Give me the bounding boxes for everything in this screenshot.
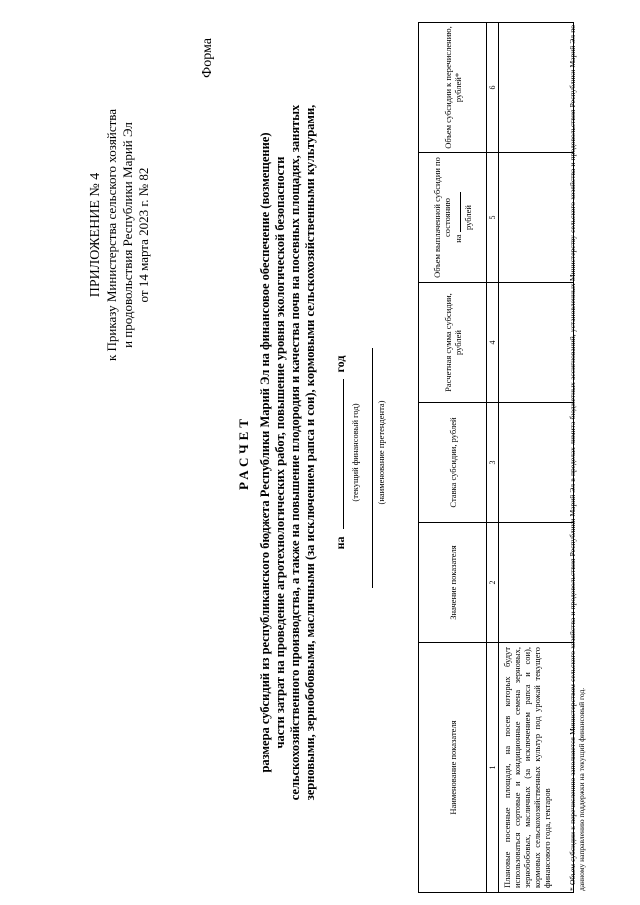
- title-line-2: части затрат на проведение агротехнологических работ, повышение уровня экологической безопасности: [273, 156, 287, 749]
- col-number-6: 6: [487, 23, 499, 153]
- year-field[interactable]: [333, 379, 344, 529]
- col-number-1: 1: [487, 643, 499, 893]
- col-header-paid-on: на: [453, 234, 463, 243]
- col-header-calc-sum: Расчетная сумма субсидии, рублей: [419, 283, 487, 403]
- row-to-transfer-cell[interactable]: [499, 23, 574, 153]
- document-title: [258, 26, 318, 879]
- appendix-block: [88, 70, 152, 400]
- year-hint: (текущий финансовый год): [350, 403, 360, 502]
- appendix-line-2: и продовольствия Республики Марий Эл: [120, 122, 135, 348]
- col-header-to-transfer: Объем субсидии к перечислению, рублей*: [419, 23, 487, 153]
- table-row: [499, 23, 574, 893]
- document-heading: РАСЧЕТ: [236, 415, 251, 490]
- col-header-paid-text: Объем выплаченной субсидии по состоянию: [432, 157, 452, 278]
- appendix-line-1: к Приказу Министерства сельского хозяйства: [104, 108, 119, 362]
- col-header-value: Значение показателя: [419, 523, 487, 643]
- title-line-3: сельскохозяйственного производства, а также на повышение плодородия и качества почв на посевных площадях, занятых: [288, 104, 302, 801]
- col-header-paid: [419, 153, 487, 283]
- calculation-table: [418, 22, 574, 893]
- form-label: Форма: [200, 38, 215, 78]
- col-header-rate: Ставка субсидии, рублей: [419, 403, 487, 523]
- col-number-4: 4: [487, 283, 499, 403]
- year-suffix: год: [333, 355, 347, 373]
- recipient-field[interactable]: [372, 348, 373, 588]
- appendix-title: ПРИЛОЖЕНИЕ № 4: [88, 172, 103, 298]
- col-number-2: 2: [487, 523, 499, 643]
- footnote: * Объем субсидии к перечислению заполняется Министерством сельского хозяйства и продовольствия Республики Марий Эл в пределах лимита бюджетных ассигнований, установленных Министерству сельского хозяйства и продовольствия Республики Марий Эл по данному направлению поддержки на текущий финансовый год.: [568, 25, 586, 891]
- row-paid-cell[interactable]: [499, 153, 574, 283]
- row-value-cell[interactable]: [499, 523, 574, 643]
- row-rate-cell[interactable]: [499, 403, 574, 523]
- title-line-1: размера субсидий из республиканского бюджета Республики Марий Эл на финансовое обеспечение (возмещение): [258, 132, 272, 773]
- col-header-paid-unit: рублей: [463, 205, 473, 230]
- row-calc-sum-cell[interactable]: [499, 283, 574, 403]
- year-prefix: на: [333, 536, 347, 550]
- recipient-hint: (наименование претендента): [376, 400, 386, 505]
- col-header-indicator: Наименование показателя: [419, 643, 487, 893]
- col-number-5: 5: [487, 153, 499, 283]
- table-header-row: [419, 23, 487, 893]
- col-number-3: 3: [487, 403, 499, 523]
- appendix-line-3: от 14 марта 2023 г. № 82: [136, 167, 151, 303]
- paid-date-field[interactable]: [452, 192, 461, 232]
- table-number-row: [487, 23, 499, 893]
- year-line: [333, 0, 348, 905]
- title-line-4: зерновыми, зернобобовыми, масличными (за исключением рапса и сои), кормовыми сельскохозяйственными культурами,: [303, 104, 317, 801]
- row-indicator: Плановые посевные площади, на посев которых будут использоваться сортовые и кондиционные семена зерновых, зернобобовых, масличных (за исключением рапса и сои), кормовых сельскохозяйственных культур под урожай текущего финансового года, гектаров: [499, 643, 574, 893]
